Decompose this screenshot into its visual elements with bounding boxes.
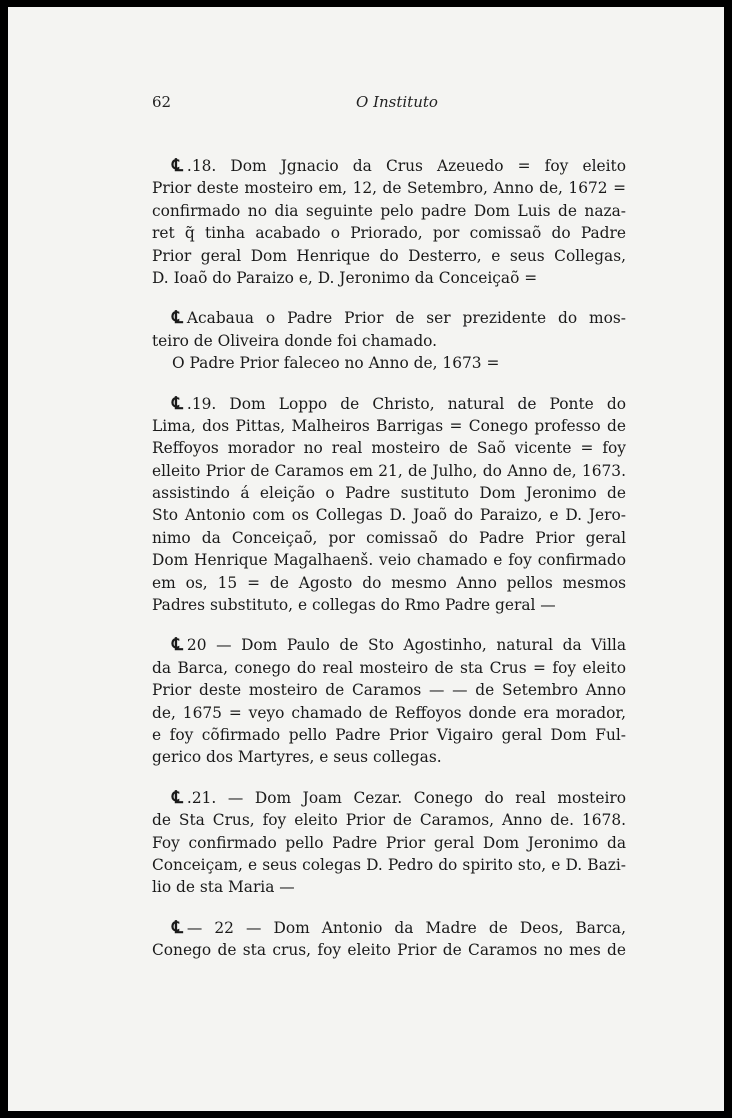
text-line: ℄ .21. — Dom Joam Cezar. Conego do real mosteiro [172, 787, 626, 808]
body-text [152, 155, 626, 980]
entry-20 [152, 634, 626, 768]
text-line: D. Ioaõ do Paraizo e, D. Jeronimo da Conceiçaõ = [152, 268, 538, 287]
page-number: 62 [152, 93, 172, 111]
text-line: ℄ .18. Dom Jgnacio da Crus Azeuedo = foy eleito [172, 156, 626, 176]
text-line: Prior deste mosteiro em, 12, de Setembro, Anno de, 1672 = [152, 179, 626, 198]
text-line: Dom Henrique Magalhaenš. veio chamado e foy confirmado [152, 551, 626, 570]
text-line: Sto Antonio com os Collegas D. Joaõ do Paraizo, e D. Jero- [152, 506, 626, 525]
pilcrow-icon: ℄ [172, 393, 183, 414]
text-line: lio de sta Maria — [152, 878, 295, 897]
text-line: teiro de Oliveira donde foi chamado. [152, 331, 438, 350]
text-line: O Padre Prior faleceo no Anno de, 1673 = [172, 354, 500, 373]
text-line: Padres substituto, e collegas do Rmo Padre geral — [152, 596, 556, 615]
entry-22 [152, 917, 626, 962]
text-line: ℄ — 22 — Dom Antonio da Madre de Deos, Barca, [172, 917, 626, 938]
text-line: da Barca, conego do real mosteiro de sta Crus = foy eleito [152, 658, 626, 677]
text-line: assistindo á eleição o Padre sustituto Dom Jeronimo de [152, 484, 626, 503]
text-line: Prior geral Dom Henrique do Desterro, e seus Collegas, [152, 246, 626, 265]
text-line: Foy confirmado pello Padre Prior geral Dom Jeronimo da [152, 833, 626, 852]
entry-19 [152, 393, 626, 617]
text-line: em os, 15 = de Agosto do mesmo Anno pellos mesmos [152, 573, 626, 592]
text-line: Lima, dos Pittas, Malheiros Barrigas = Conego professo de [152, 416, 626, 435]
text-line: Conceiçam, e seus colegas D. Pedro do spirito sto, e D. Bazi- [152, 855, 626, 874]
text-line: ret q̃ tinha acabado o Priorado, por comissaõ do Padre [152, 224, 626, 243]
pilcrow-icon: ℄ [172, 156, 183, 176]
text-line: e foy cõfirmado pello Padre Prior Vigairo geral Dom Ful- [152, 725, 626, 744]
text-line: ℄ 20 — Dom Paulo de Sto Agostinho, natural da Villa [172, 635, 626, 656]
text-line: gerico dos Martyres, e seus collegas. [152, 748, 442, 767]
text-line: ℄ .19. Dom Loppo de Christo, natural de Ponte do [172, 393, 626, 414]
text-line: confirmado no dia seguinte pelo padre Dom Luis de naza- [152, 201, 626, 220]
entry-21 [152, 787, 626, 899]
pilcrow-icon: ℄ [172, 308, 183, 329]
text-line: ℄ Acabaua o Padre Prior de ser prezidente do mos- [172, 308, 626, 329]
pilcrow-icon: ℄ [172, 787, 183, 808]
text-line: nimo da Conceiçaõ, por comissaõ do Padre Prior geral [152, 528, 626, 547]
text-line: de, 1675 = veyo chamado de Reffoyos donde era morador, [152, 703, 626, 722]
text-line: Conego de sta crus, foy eleito Prior de Caramos no mes de [152, 941, 626, 960]
pilcrow-icon: ℄ [172, 635, 183, 656]
text-line: Reffoyos morador no real mosteiro de Saõ vicente = foy [152, 439, 626, 458]
page [8, 7, 724, 1111]
running-title: O Instituto [356, 93, 438, 111]
text-line: elleito Prior de Caramos em 21, de Julho, do Anno de, 1673. [152, 461, 626, 480]
entry-18 [152, 155, 626, 289]
pilcrow-icon: ℄ [172, 917, 183, 938]
entry-acabaua [152, 307, 626, 374]
running-header [8, 93, 724, 117]
text-line: Prior deste mosteiro de Caramos — — de Setembro Anno [152, 681, 626, 700]
text-line: de Sta Crus, foy eleito Prior de Caramos, Anno de. 1678. [152, 811, 626, 830]
